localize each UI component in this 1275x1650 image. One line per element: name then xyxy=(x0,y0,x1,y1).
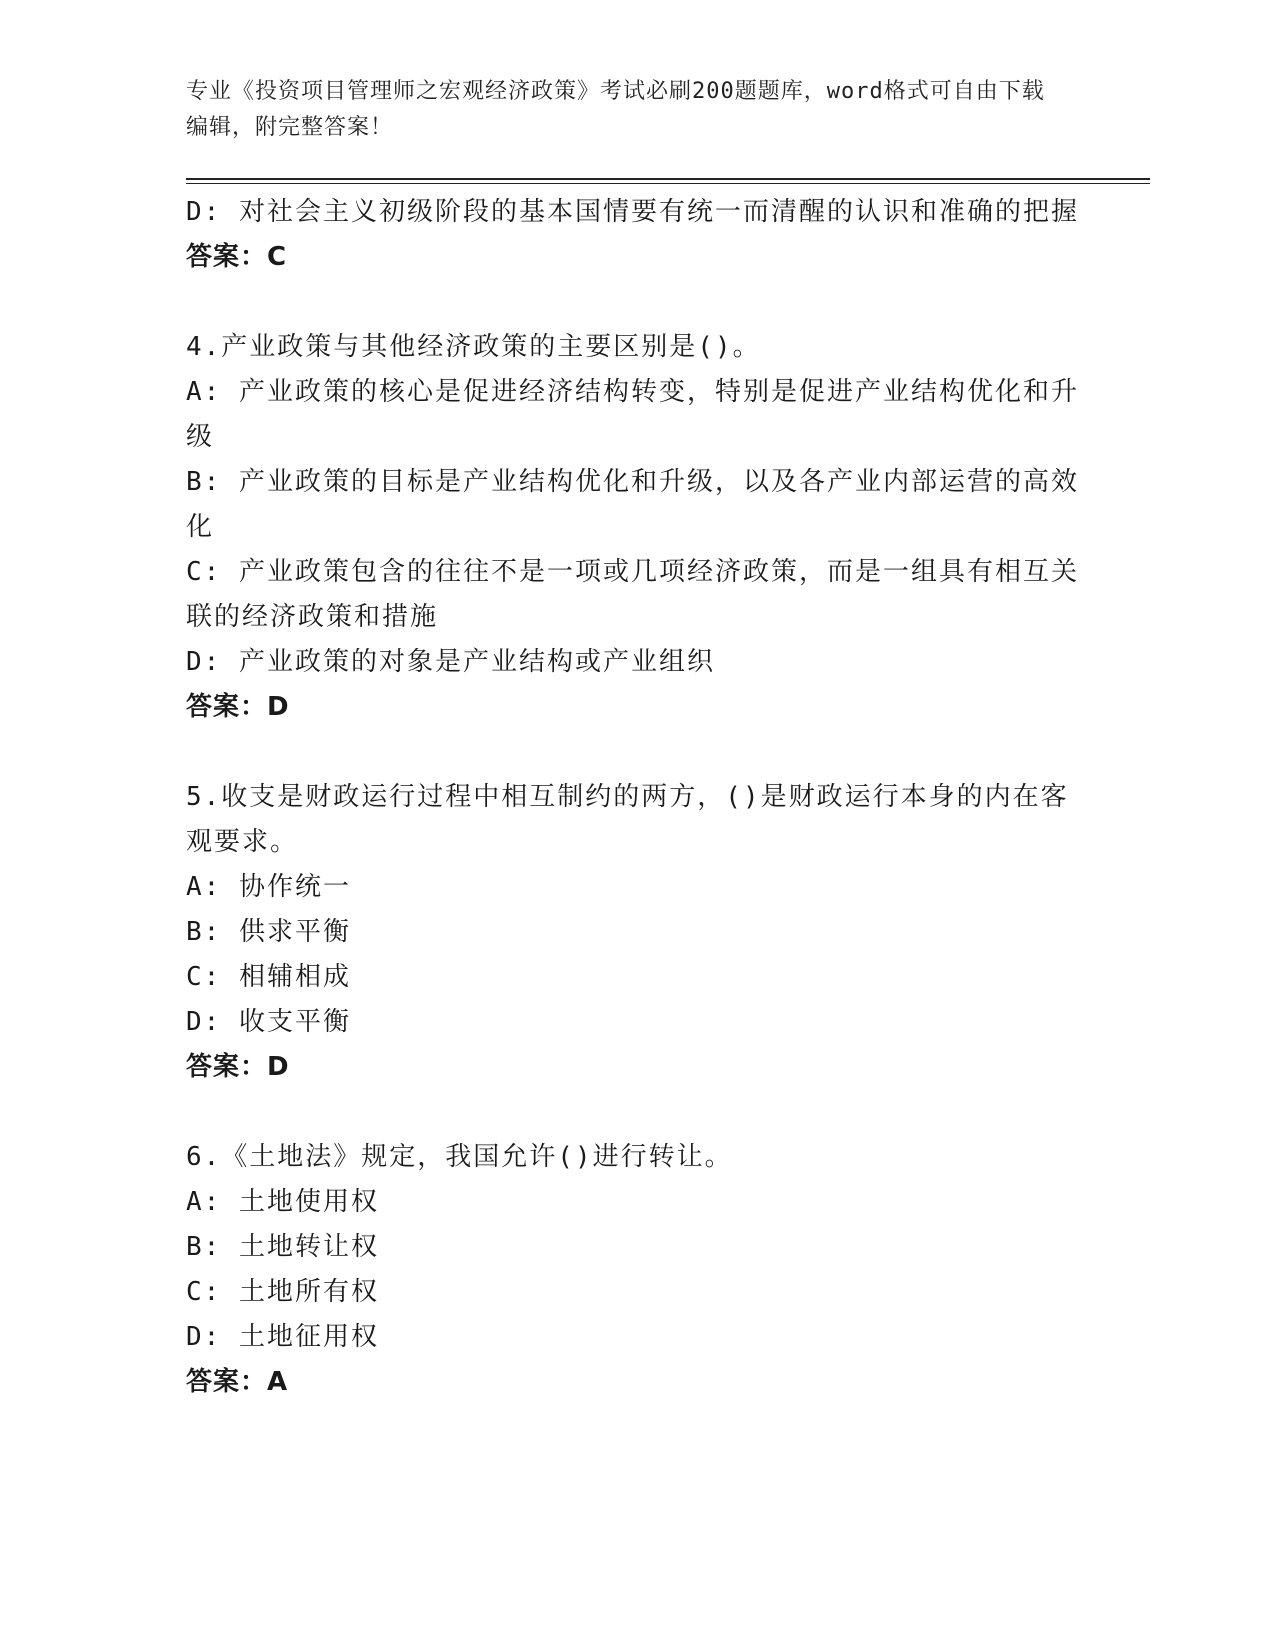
option-d: D: 产业政策的对象是产业结构或产业组织 xyxy=(186,647,715,677)
question-5 xyxy=(186,775,1086,1090)
answer: 答案：A xyxy=(186,1367,289,1397)
option-c: C: 相辅相成 xyxy=(186,962,351,992)
question-6 xyxy=(186,1135,1086,1405)
option-b: B: 产业政策的目标是产业结构优化和升级，以及各产业内部运营的高效化 xyxy=(186,467,1079,542)
option-a: A: 协作统一 xyxy=(186,872,351,902)
option-b: B: 供求平衡 xyxy=(186,917,351,947)
spacer xyxy=(186,1090,1086,1135)
option-d: D: 收支平衡 xyxy=(186,1007,351,1037)
spacer xyxy=(186,730,1086,775)
spacer xyxy=(186,280,1086,325)
header-title: 专业《投资项目管理师之宏观经济政策》考试必刷200题题库，word格式可自由下载编辑，附完整答案！ xyxy=(186,79,1045,140)
question-stem: 5.收支是财政运行过程中相互制约的两方，()是财政运行本身的内在客观要求。 xyxy=(186,782,1069,857)
header-rule-thin xyxy=(186,183,1150,184)
prev-answer: 答案：C xyxy=(186,242,288,272)
option-a: A: 产业政策的核心是促进经济结构转变，特别是促进产业结构优化和升级 xyxy=(186,377,1079,452)
header-rule-thick xyxy=(186,178,1150,180)
answer: 答案：D xyxy=(186,692,290,722)
question-stem: 6.《土地法》规定，我国允许()进行转让。 xyxy=(186,1142,733,1172)
option-c: C: 土地所有权 xyxy=(186,1277,379,1307)
prev-option-d: D: 对社会主义初级阶段的基本国情要有统一而清醒的认识和准确的把握 xyxy=(186,197,1079,227)
question-4 xyxy=(186,325,1086,730)
option-c: C: 产业政策包含的往往不是一项或几项经济政策，而是一组具有相互关联的经济政策和措施 xyxy=(186,557,1079,632)
option-d: D: 土地征用权 xyxy=(186,1322,379,1352)
answer: 答案：D xyxy=(186,1052,290,1082)
document-header xyxy=(186,74,1066,146)
question-content xyxy=(186,190,1086,1405)
option-b: B: 土地转让权 xyxy=(186,1232,379,1262)
option-a: A: 土地使用权 xyxy=(186,1187,379,1217)
question-stem: 4.产业政策与其他经济政策的主要区别是()。 xyxy=(186,332,761,362)
